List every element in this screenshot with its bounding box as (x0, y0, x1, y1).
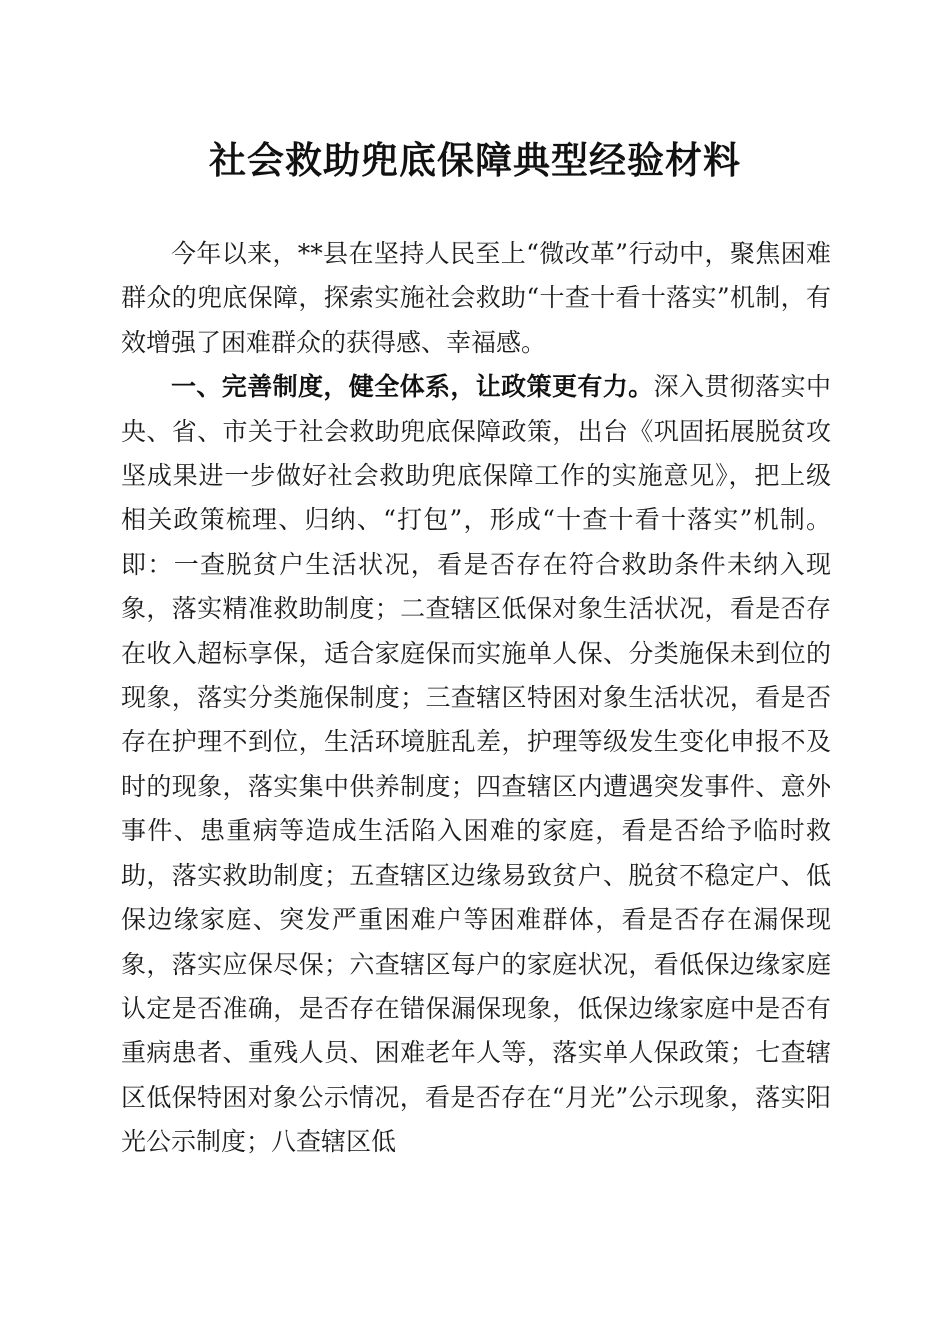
section-1-heading: 一、完善制度，健全体系，让政策更有力。 (171, 372, 654, 402)
document-title: 社会救助兜底保障典型经验材料 (209, 138, 741, 182)
section-1-paragraph (121, 365, 831, 1164)
document-body (121, 232, 831, 1165)
section-1-body: 深入贯彻落实中央、省、市关于社会救助兜底保障政策，出台《巩固拓展脱贫攻坚成果进一步做好社会救助兜底保障工作的实施意见》，把上级相关政策梳理、归纳、“打包”，形成“十查十看十落实”机制。即：一查脱贫户生活状况，看是否存在符合救助条件未纳入现象，落实精准救助制度；二查辖区低保对象生活状况，看是否存在收入超标享保，适合家庭保而实施单人保、分类施保未到位的现象，落实分类施保制度；三查辖区特困对象生活状况，看是否存在护理不到位，生活环境脏乱差，护理等级发生变化申报不及时的现象，落实集中供养制度；四查辖区内遭遇突发事件、意外事件、患重病等造成生活陷入困难的家庭，看是否给予临时救助，落实救助制度；五查辖区边缘易致贫户、脱贫不稳定户、低保边缘家庭、突发严重困难户等困难群体，看是否存在漏保现象，落实应保尽保；六查辖区每户的家庭状况，看低保边缘家庭认定是否准确，是否存在错保漏保现象，低保边缘家庭中是否有重病患者、重残人员、困难老年人等，落实单人保政策；七查辖区低保特困对象公示情况，看是否存在“月光”公示现象，落实阳光公示制度；八查辖区低 (121, 372, 831, 1157)
intro-paragraph: 今年以来，**县在坚持人民至上“微改革”行动中，聚焦困难群众的兜底保障，探索实施社会救助“十查十看十落实”机制，有效增强了困难群众的获得感、幸福感。 (121, 239, 831, 357)
